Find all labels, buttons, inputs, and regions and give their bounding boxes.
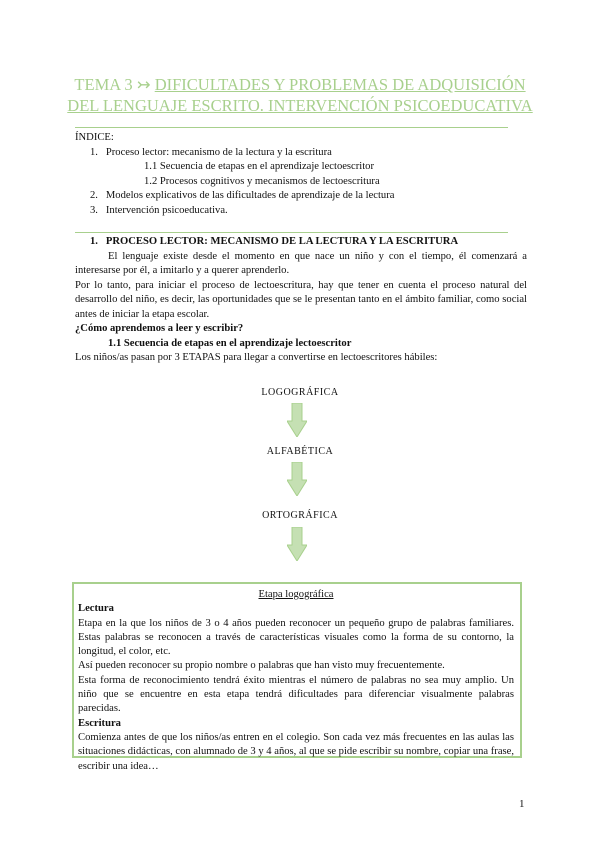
arrow-down-icon	[287, 527, 307, 561]
stage-alfabetica: ALFABÉTICA	[266, 446, 334, 457]
paragraph: El lenguaje existe desde el momento en que nace un niño y con el tiempo, él comenzará a interesarse por él, a imitarlo y a querer aprenderlo.	[75, 251, 527, 277]
divider	[75, 127, 508, 128]
box-paragraph: Comienza antes de que los niños/as entren en el colegio. Son cada vez más frecuentes en las aulas las situaciones didácticas, con alumnado de 3 y 4 años, al que se pide escribir su nombre, copiar una frase, escribir una idea…	[78, 731, 514, 772]
stage-ortografica: ORTOGRÁFICA	[262, 510, 338, 521]
box-paragraph: Así pueden reconocer su propio nombre o palabras que han visto muy frecuentemente.	[78, 660, 445, 672]
index-item: 1.1 Secuencia de etapas en el aprendizaje lectoescritor	[144, 161, 375, 172]
title-prefix: TEMA 3 ↣	[74, 75, 155, 94]
stage-logografica: LOGOGRÁFICA	[261, 387, 339, 398]
box-paragraph: Esta forma de reconocimiento tendrá éxito mientras el número de palabras no sea muy amplio. Un niño que se encuentre en esta etapa tendrá dificultades para diferenciar visualmente palabras parecidas.	[78, 674, 514, 715]
arrow-down-icon	[287, 462, 307, 496]
index-item: 1.2 Procesos cognitivos y mecanismos de lectoescritura	[144, 176, 380, 187]
box-subheading: Lectura	[78, 603, 114, 615]
box-subheading: Escritura	[78, 717, 121, 729]
section-heading: 1. PROCESO LECTOR: MECANISMO DE LA LECTURA Y LA ESCRITURA	[90, 236, 459, 247]
index-item: 3. Intervención psicoeducativa.	[90, 205, 228, 216]
title-main: DIFICULTADES Y PROBLEMAS DE ADQUISICIÓN DEL LENGUAJE ESCRITO. INTERVENCIÓN PSICOEDUCATIVA	[67, 75, 533, 115]
page-number: 1	[519, 798, 525, 810]
arrow-down-icon	[287, 403, 307, 437]
box-title: Etapa logográfica	[258, 589, 334, 600]
paragraph: Por lo tanto, para iniciar el proceso de lectoescritura, hay que tener en cuenta el proceso natural del desarrollo del niño, es decir, las oportunidades que se le presentan tanto en el ámbito familiar, como social antes de iniciar la etapa escolar.	[75, 280, 527, 320]
page-title	[60, 74, 540, 116]
question-heading: ¿Cómo aprendemos a leer y escribir?	[75, 323, 244, 334]
paragraph: Los niños/as pasan por 3 ETAPAS para llegar a convertirse en lectoescritores hábiles:	[75, 352, 438, 363]
divider	[75, 232, 508, 233]
subsection-heading: 1.1 Secuencia de etapas en el aprendizaje lectoescritor	[108, 338, 352, 349]
index-item: 1. Proceso lector: mecanismo de la lectura y la escritura	[90, 147, 332, 158]
logographic-stage-box	[72, 582, 522, 772]
box-paragraph: Etapa en la que los niños de 3 o 4 años pueden reconocer un pequeño grupo de palabras familiares. Estas palabras se reconocen a través de características visuales como la forma de su contorno, la longitud, el color, etc.	[78, 617, 514, 658]
index-label: ÍNDICE:	[75, 132, 114, 143]
index-item: 2. Modelos explicativos de las dificultades de aprendizaje de la lectura	[90, 190, 395, 201]
